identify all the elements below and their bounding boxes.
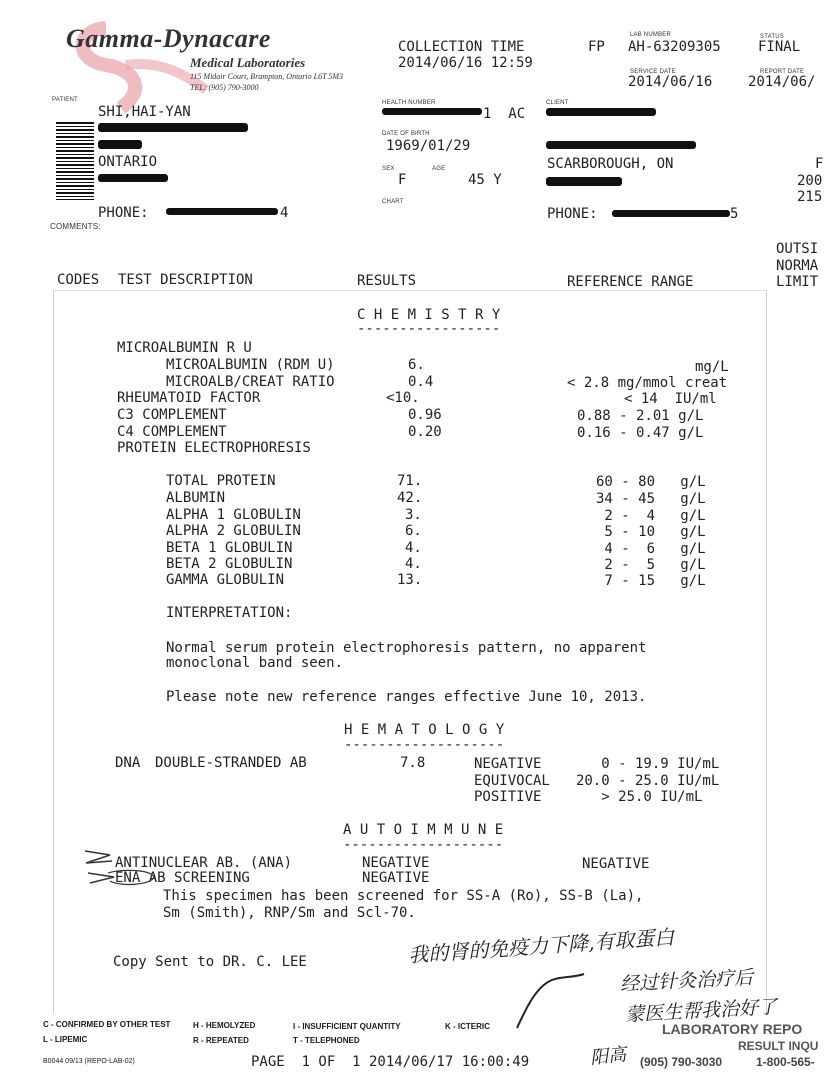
client-right-3: 215 bbox=[797, 189, 823, 205]
status-value: FINAL bbox=[758, 39, 801, 55]
client-city: SCARBOROUGH, ON bbox=[547, 156, 674, 172]
autoimmune-heading: A U T O I M M U N E bbox=[343, 822, 504, 838]
lab-number: AH-63209305 bbox=[628, 39, 721, 55]
comments-label: COMMENTS: bbox=[50, 222, 101, 231]
test-name: ALBUMIN bbox=[166, 490, 226, 506]
range-value: 0 - 19.9 IU/mL bbox=[576, 756, 720, 772]
test-reference: < 2.8 mg/mmol creat bbox=[567, 375, 728, 391]
test-result: 4. bbox=[405, 556, 422, 572]
service-date-label: SERVICE DATE bbox=[630, 69, 676, 75]
test-result: 0.96 bbox=[408, 407, 442, 423]
handwritten-arrows bbox=[80, 845, 170, 890]
col-outside-2: NORMA bbox=[776, 258, 819, 274]
test-result: 4. bbox=[405, 540, 422, 556]
legend-t: T - TELEPHONED bbox=[293, 1036, 360, 1045]
autoimmune-note-1: This specimen has been screened for SS-A (Ro), SS-B (La), bbox=[163, 888, 644, 904]
col-outside-1: OUTSI bbox=[776, 241, 819, 257]
test-result: 0.20 bbox=[408, 424, 442, 440]
test-reference: < 14 IU/ml bbox=[624, 391, 717, 407]
redacted-patient-phone bbox=[166, 208, 278, 215]
legend-k: K - ICTERIC bbox=[445, 1022, 490, 1031]
dob-value: 1969/01/29 bbox=[386, 138, 471, 154]
test-name: DOUBLE-STRANDED AB bbox=[155, 755, 307, 771]
test-reference: 2 - 5 g/L bbox=[596, 557, 706, 573]
inquiry-phone-2: 1-800-565- bbox=[756, 1055, 815, 1069]
chemistry-rule: ----------------- bbox=[357, 321, 501, 337]
test-name: BETA 2 GLOBULIN bbox=[166, 556, 293, 572]
copy-sent: Copy Sent to DR. C. LEE bbox=[113, 954, 307, 970]
age-label: AGE bbox=[432, 166, 446, 172]
patient-name: SHI,HAI-YAN bbox=[98, 104, 191, 120]
redacted-client-postal bbox=[546, 177, 622, 186]
form-number: B0044 09/13 (REPO-LAB-02) bbox=[43, 1058, 135, 1065]
patient-label: PATIENT bbox=[52, 97, 78, 103]
test-name: MICROALB/CREAT RATIO bbox=[166, 374, 335, 390]
test-result: 71. bbox=[397, 473, 423, 489]
col-outside-3: LIMIT bbox=[776, 274, 819, 290]
report-title: LABORATORY REPO bbox=[662, 1021, 803, 1037]
chart-label: CHART bbox=[382, 199, 404, 205]
test-name: MICROALBUMIN (RDM U) bbox=[166, 357, 335, 373]
sex-label: SEX bbox=[382, 166, 395, 172]
legend-r: R - REPEATED bbox=[193, 1036, 249, 1045]
client-label: CLIENT bbox=[546, 100, 569, 106]
electrophoresis-label: PROTEIN ELECTROPHORESIS bbox=[117, 440, 311, 456]
test-result: 42. bbox=[397, 490, 423, 506]
range-value: 20.0 - 25.0 IU/mL bbox=[576, 773, 720, 789]
barcode bbox=[56, 122, 94, 200]
test-name: RHEUMATOID FACTOR bbox=[117, 390, 261, 406]
test-result: NEGATIVE bbox=[362, 855, 430, 871]
page-info: PAGE 1 OF 1 2014/06/17 16:00:49 bbox=[251, 1054, 530, 1070]
collection-time-label: COLLECTION TIME bbox=[398, 39, 525, 55]
redacted-client-name bbox=[546, 108, 656, 116]
legend-i: I - INSUFFICIENT QUANTITY bbox=[293, 1022, 401, 1031]
legend-c: C - CONFIRMED BY OTHER TEST bbox=[43, 1020, 171, 1029]
health-number-label: HEALTH NUMBER bbox=[382, 100, 436, 106]
test-reference: 5 - 10 g/L bbox=[596, 524, 706, 540]
test-reference: 60 - 80 g/L bbox=[596, 474, 706, 490]
report-date-label: REPORT DATE bbox=[760, 69, 805, 75]
col-reference: REFERENCE RANGE bbox=[567, 274, 694, 290]
test-name: BETA 1 GLOBULIN bbox=[166, 540, 293, 556]
legend-l: L - LIPEMIC bbox=[43, 1035, 88, 1044]
patient-province: ONTARIO bbox=[98, 154, 158, 170]
patient-phone-tail: 4 bbox=[280, 205, 289, 221]
lab-tel: TEL: (905) 790-3000 bbox=[190, 83, 259, 92]
reference-note: Please note new reference ranges effective June 10, 2013. bbox=[166, 689, 647, 705]
test-name: TOTAL PROTEIN bbox=[166, 473, 276, 489]
test-result: 6. bbox=[405, 523, 422, 539]
hematology-heading: H E M A T O L O G Y bbox=[344, 722, 505, 738]
test-reference: 34 - 45 g/L bbox=[596, 491, 706, 507]
service-date: 2014/06/16 bbox=[628, 74, 713, 90]
interpretation-line-1: Normal serum protein electrophoresis pattern, no apparent bbox=[166, 640, 647, 656]
interpretation-label: INTERPRETATION: bbox=[166, 605, 293, 621]
client-right-2: 200 bbox=[797, 173, 823, 189]
client-phone-label: PHONE: bbox=[547, 206, 598, 222]
redacted-client-address bbox=[546, 141, 696, 149]
handwriting-signature: 阳高 bbox=[589, 1044, 628, 1069]
fp-code: FP bbox=[588, 39, 605, 55]
test-reference: 7 - 15 g/L bbox=[596, 573, 706, 589]
test-result: 13. bbox=[397, 572, 423, 588]
range-label: POSITIVE bbox=[474, 789, 542, 805]
client-right-1: F bbox=[815, 156, 824, 172]
test-name: ENA AB SCREENING bbox=[115, 870, 250, 886]
redacted-address-1 bbox=[98, 123, 248, 132]
handwriting-line-3: 蒙医生帮我治好了 bbox=[624, 996, 778, 1026]
test-reference: 2 - 4 g/L bbox=[596, 508, 706, 524]
age-value: 45 Y bbox=[468, 172, 502, 188]
test-result: 7.8 bbox=[400, 755, 426, 771]
col-codes: CODES bbox=[57, 272, 100, 288]
test-name: C4 COMPLEMENT bbox=[117, 424, 227, 440]
test-reference: 4 - 6 g/L bbox=[596, 541, 706, 557]
redacted-address-2 bbox=[98, 140, 142, 149]
col-test: TEST DESCRIPTION bbox=[118, 272, 253, 288]
test-name: C3 COMPLEMENT bbox=[117, 407, 227, 423]
handwriting-line-1: 我的肾的免疫力下降,有取蛋白 bbox=[407, 924, 675, 968]
range-value: > 25.0 IU/mL bbox=[576, 789, 703, 805]
test-name: ALPHA 1 GLOBULIN bbox=[166, 507, 301, 523]
redacted-health-number bbox=[382, 108, 482, 115]
test-name: ANTINUCLEAR AB. (ANA) bbox=[115, 855, 293, 871]
lab-name: Gamma-Dynacare bbox=[66, 24, 271, 53]
autoimmune-rule: ------------------- bbox=[343, 837, 504, 853]
test-reference: NEGATIVE bbox=[582, 856, 650, 872]
range-label: NEGATIVE bbox=[474, 756, 542, 772]
inquiry-phone-1: (905) 790-3030 bbox=[640, 1055, 723, 1069]
redacted-client-phone bbox=[612, 210, 730, 217]
autoimmune-note-2: Sm (Smith), RNP/Sm and Scl-70. bbox=[163, 905, 416, 921]
status-label: STATUS bbox=[760, 34, 784, 40]
test-reference: 0.88 - 2.01 g/L bbox=[577, 408, 704, 424]
collection-time-value: 2014/06/16 12:59 bbox=[398, 55, 533, 71]
test-code: DNA bbox=[115, 755, 141, 771]
test-result: NEGATIVE bbox=[362, 870, 430, 886]
patient-phone-label: PHONE: bbox=[98, 205, 149, 221]
microalbumin-group: MICROALBUMIN R U bbox=[117, 340, 252, 356]
test-reference: 0.16 - 0.47 g/L bbox=[577, 425, 704, 441]
dob-label: DATE OF BIRTH bbox=[382, 131, 430, 137]
test-result: <10. bbox=[386, 390, 420, 406]
test-result: 0.4 bbox=[408, 374, 434, 390]
range-label: EQUIVOCAL bbox=[474, 773, 550, 789]
legend-h: H - HEMOLYZED bbox=[193, 1021, 256, 1030]
redacted-postal bbox=[98, 174, 168, 182]
test-name: GAMMA GLOBULIN bbox=[166, 572, 285, 588]
hematology-rule: ------------------- bbox=[344, 737, 505, 753]
lab-address: 115 Midair Court, Brampton, Ontario L6T 5M3 bbox=[190, 72, 344, 81]
test-name: ALPHA 2 GLOBULIN bbox=[166, 523, 301, 539]
lab-number-label: LAB NUMBER bbox=[630, 32, 672, 38]
test-reference: mg/L bbox=[695, 359, 729, 375]
sex-value: F bbox=[398, 172, 407, 188]
handwritten-stroke bbox=[512, 966, 602, 1036]
handwriting-line-2: 经过针灸治疗后 bbox=[619, 966, 754, 996]
col-results: RESULTS bbox=[357, 273, 417, 289]
health-number-suffix: 1 AC bbox=[483, 106, 526, 122]
report-date: 2014/06/ bbox=[748, 74, 816, 90]
test-result: 3. bbox=[405, 507, 422, 523]
test-result: 6. bbox=[408, 357, 425, 373]
chemistry-heading: C H E M I S T R Y bbox=[357, 307, 501, 323]
result-inquiry: RESULT INQU bbox=[738, 1039, 819, 1053]
interpretation-line-2: monoclonal band seen. bbox=[166, 655, 344, 671]
lab-subtitle: Medical Laboratories bbox=[190, 55, 306, 70]
client-phone-tail: 5 bbox=[730, 206, 739, 222]
